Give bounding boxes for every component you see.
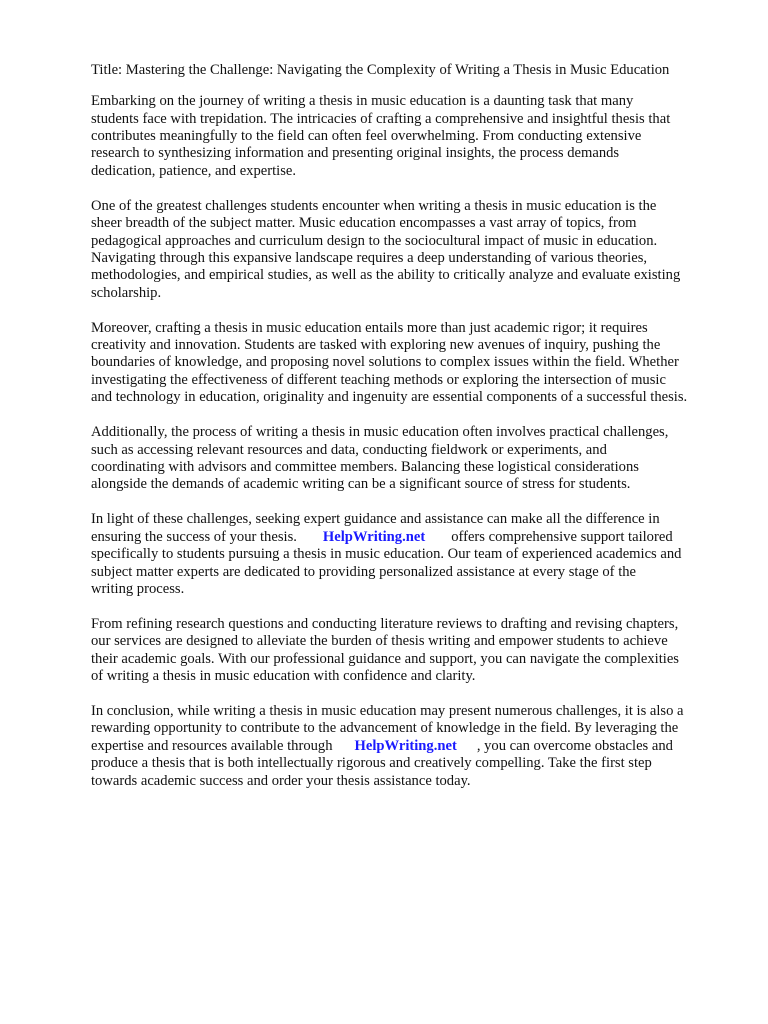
paragraph-services <box>91 616 728 686</box>
document-title: Title: Mastering the Challenge: Navigating the Complexity of Writing a Thesis in Music Education <box>91 62 670 78</box>
text-fragment: offers comprehensive support tailored <box>451 528 673 545</box>
text-line: investigating the effectiveness of different teaching methods or exploring the intersection of music <box>91 371 666 388</box>
text-line: their academic goals. With our professional guidance and support, you can navigate the complexities <box>91 650 679 667</box>
text-line: boundaries of knowledge, and proposing novel solutions to complex issues within the field. Whether <box>91 354 679 371</box>
paragraph-guidance <box>91 511 728 598</box>
text-line: subject matter experts are dedicated to providing personalized assistance at every stage of the <box>91 563 637 580</box>
text-line: and technology in education, originality and ingenuity are essential components of a successful thesis. <box>91 389 688 406</box>
helpwriting-link[interactable]: HelpWriting.net <box>322 528 426 545</box>
text-line: From refining research questions and conducting literature reviews to drafting and revising chapters, <box>91 615 679 632</box>
text-line: students face with trepidation. The intricacies of crafting a comprehensive and insightful thesis that <box>91 110 671 127</box>
text-line: such as accessing relevant resources and data, conducting fieldwork or experiments, and <box>91 441 607 458</box>
text-line-with-link <box>91 529 728 546</box>
text-fragment: ensuring the success of your thesis. <box>91 528 297 545</box>
paragraph-practical <box>91 424 728 494</box>
text-line: alongside the demands of academic writing can be a significant source of stress for students. <box>91 476 631 493</box>
text-line: Additionally, the process of writing a thesis in music education often involves practical challenges, <box>91 424 669 441</box>
text-fragment: , you can overcome obstacles and <box>476 737 673 754</box>
text-line: methodologies, and empirical studies, as well as the ability to critically analyze and evaluate existing <box>91 267 681 284</box>
text-line: contributes meaningfully to the field can often feel overwhelming. From conducting extensive <box>91 128 642 145</box>
text-line: towards academic success and order your thesis assistance today. <box>91 772 471 789</box>
text-fragment: expertise and resources available through <box>91 737 333 754</box>
text-line: creativity and innovation. Students are tasked with exploring new avenues of inquiry, pushing the <box>91 337 661 354</box>
text-line: In light of these challenges, seeking expert guidance and assistance can make all the difference in <box>91 511 660 528</box>
text-line: sheer breadth of the subject matter. Music education encompasses a vast array of topics, from <box>91 215 637 232</box>
text-line: our services are designed to alleviate the burden of thesis writing and empower students to achieve <box>91 633 668 650</box>
text-line: pedagogical approaches and curriculum design to the sociocultural impact of music in education. <box>91 232 658 249</box>
text-line: specifically to students pursuing a thesis in music education. Our team of experienced academics and <box>91 546 682 563</box>
text-line: In conclusion, while writing a thesis in music education may present numerous challenges, it is also a <box>91 702 684 719</box>
text-line: writing process. <box>91 580 185 597</box>
paragraph-conclusion <box>91 703 728 790</box>
paragraph-challenges <box>91 198 728 302</box>
paragraph-intro <box>91 93 728 180</box>
text-line: One of the greatest challenges students encounter when writing a thesis in music education is the <box>91 197 657 214</box>
helpwriting-link[interactable]: HelpWriting.net <box>354 737 457 754</box>
text-line: research to synthesizing information and presenting original insights, the process demands <box>91 145 620 162</box>
text-line: Embarking on the journey of writing a thesis in music education is a daunting task that many <box>91 93 634 110</box>
text-line: Moreover, crafting a thesis in music education entails more than just academic rigor; it requires <box>91 319 648 336</box>
text-line: scholarship. <box>91 284 162 301</box>
text-line: of writing a thesis in music education with confidence and clarity. <box>91 668 476 685</box>
text-line: coordinating with advisors and committee members. Balancing these logistical considerations <box>91 459 639 476</box>
paragraph-creativity <box>91 320 728 407</box>
text-line: produce a thesis that is both intellectually rigorous and creatively compelling. Take the first step <box>91 755 652 772</box>
text-line: rewarding opportunity to contribute to the advancement of knowledge in the field. By leveraging the <box>91 720 679 737</box>
text-line: Navigating through this expansive landscape requires a deep understanding of various theories, <box>91 249 648 266</box>
text-line: dedication, patience, and expertise. <box>91 162 297 179</box>
text-line-with-link <box>91 738 728 755</box>
